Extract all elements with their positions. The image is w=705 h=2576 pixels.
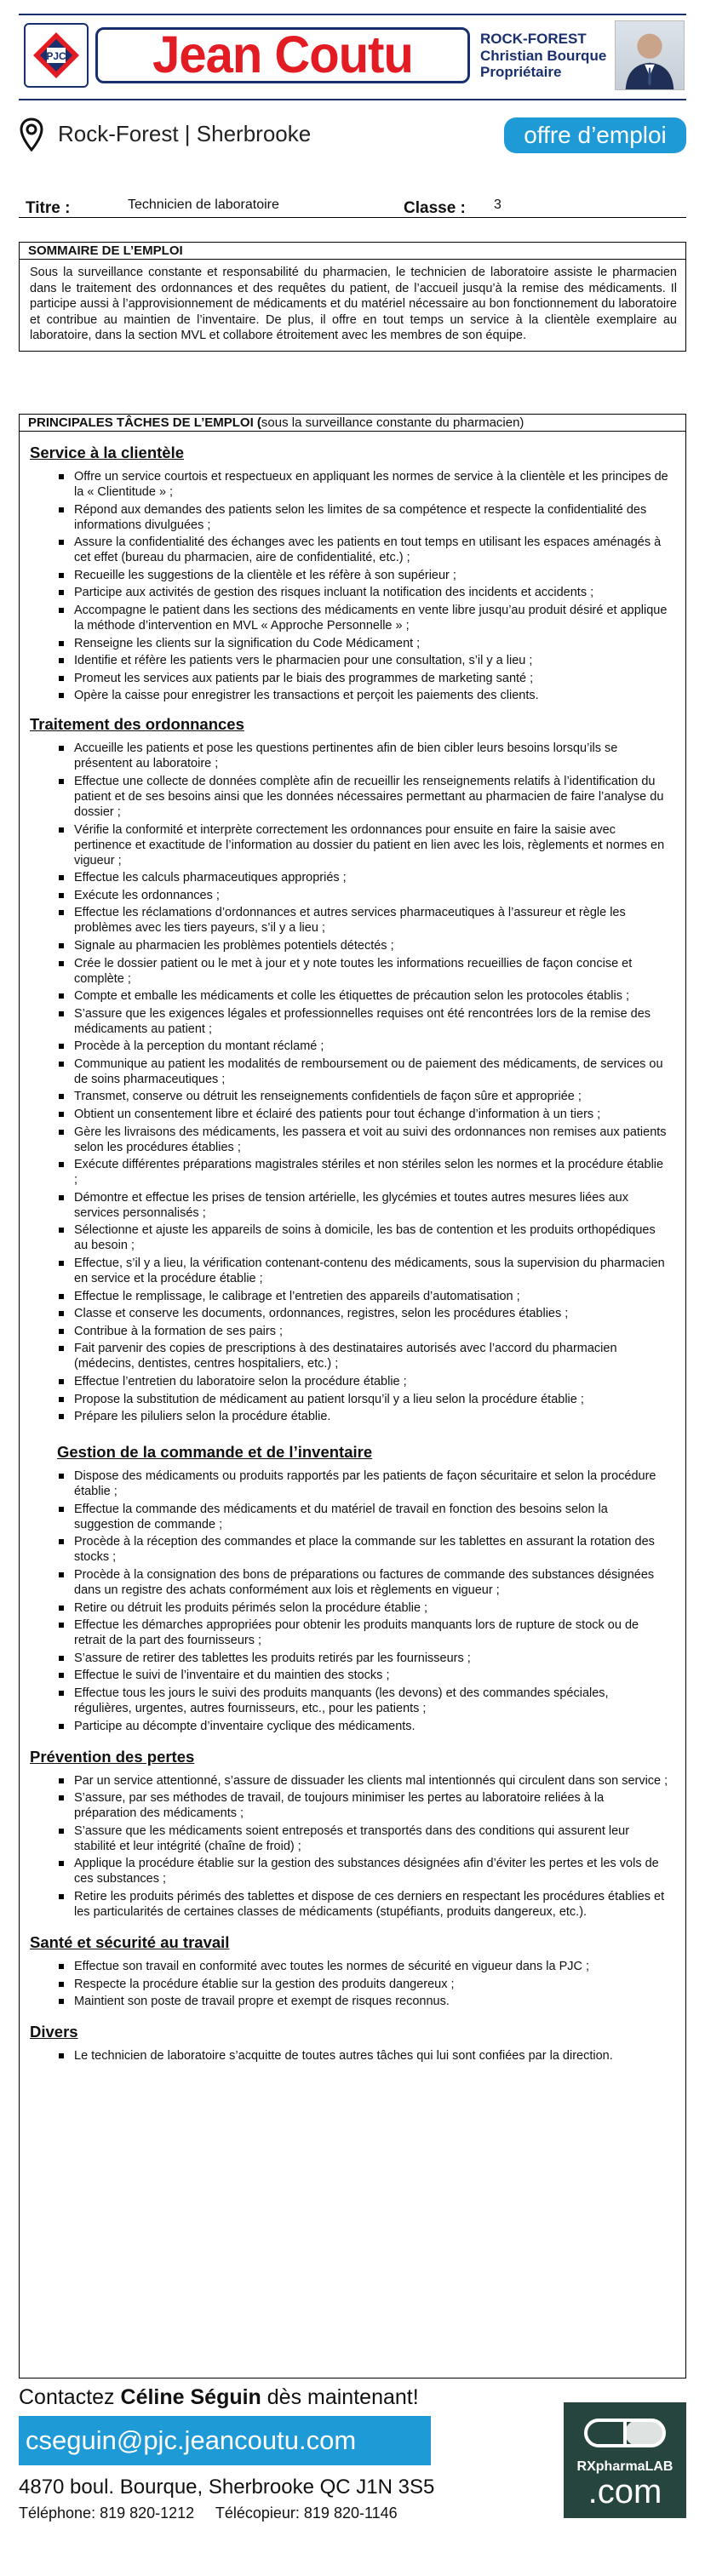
section-title: Prévention des pertes	[30, 1747, 195, 1766]
task-item: Effectue, s’il y a lieu, la vérification contenant-contenu des médicaments, sous la supervision du pharmacien en service et la procédure établie ;	[74, 1256, 668, 1286]
task-item: Effectue les démarches appropriées pour obtenir les produits manquants lors de rupture de stock ou de retrait de la part des fournisseurs ;	[74, 1617, 668, 1648]
task-item: Effectue tous les jours le suivi des produits manquants (les devons) et des commandes spéciales, régulières, urgentes, autres fournisseurs, etc., pour les patients ;	[74, 1686, 668, 1716]
class-label: Classe :	[404, 199, 466, 217]
capsule-icon	[582, 2412, 668, 2454]
summary-heading: SOMMAIRE DE L’EMPLOI	[20, 243, 685, 260]
title-row	[19, 192, 686, 218]
task-item: Vérifie la conformité et interprète correctement les ordonnances pour ensuite en faire la saisie avec pertinence et exactitude de l’information au dossier du patient en lien avec les lois, règlements et normes en vigueur ;	[74, 822, 668, 868]
task-list	[74, 1468, 668, 1733]
class-value: 3	[494, 197, 502, 212]
task-item: Démontre et effectue les prises de tension artérielle, les glycémies et toutes autres mesures liées aux services personnalisés ;	[74, 1190, 668, 1221]
section-title: Service à la clientèle	[30, 444, 185, 461]
task-item: Procède à la consignation des bons de préparations ou factures de commande des substances désignées dans un registre des achats conformément aux lois et règlements en vigueur ;	[74, 1567, 668, 1598]
task-item: Transmet, conserve ou détruit les renseignements confidentiels de façon sûre et appropriée ;	[74, 1089, 668, 1104]
task-item: Maintient son poste de travail propre et exempt de risques reconnus.	[74, 1994, 668, 2009]
store-name: ROCK-FOREST	[480, 31, 587, 47]
email-link[interactable]: cseguin@pjc.jeancoutu.com	[19, 2416, 431, 2465]
task-item: Effectue le remplissage, le calibrage et l’entretien des appareils d’automatisation ;	[74, 1289, 668, 1304]
svg-text:PJC: PJC	[46, 50, 66, 62]
task-item: Par un service attentionné, s’assure de dissuader les clients mal intentionnés qui circulent dans son service ;	[74, 1773, 668, 1788]
task-item: Participe aux activités de gestion des risques incluant la notification des incidents et accidents ;	[74, 585, 668, 600]
task-item: Procède à la réception des commandes et place la commande sur les tablettes en assurant la rotation des stocks ;	[74, 1534, 668, 1565]
summary-text: Sous la surveillance constante et responsabilité du pharmacien, le technicien de laboratoire assiste le pharmacien dans le traitement des ordonnances et des requêtes du patient, de l’accueil jusqu’à la remise des médicaments. Il participe aussi à l’approvisionnement de médicaments et du matériel nécessaire au bon fonctionnement du laboratoire et contribue au maintien de l’inventaire. De plus, il offre en tout temps un service à la clientèle exemplaire au laboratoire, dans la section MVL et collabore étroitement avec les membres de son équipe.	[30, 266, 677, 342]
task-item: Effectue l’entretien du laboratoire selon la procédure établie ;	[74, 1374, 668, 1389]
task-item: Prépare les piluliers selon la procédure établie.	[74, 1409, 668, 1424]
task-item: Respecte la procédure établie sur la gestion des produits dangereux ;	[74, 1977, 668, 1992]
footer	[19, 2385, 686, 2566]
tasks-heading-main: PRINCIPALES TÂCHES DE L’EMPLOI (	[28, 415, 261, 430]
contact-line	[19, 2385, 419, 2410]
task-item: Crée le dossier patient ou le met à jour et y note toutes les informations recueillies de façon concise et complète ;	[74, 956, 668, 987]
tasks-heading-note: sous la surveillance constante du pharmacien)	[261, 415, 524, 430]
rx-domain: .com	[588, 2473, 662, 2510]
pjc-logo	[24, 23, 89, 88]
task-list	[74, 1959, 668, 2009]
task-item: Gère les livraisons des médicaments, les passera et voit au suivi des ordonnances non remises aux patients selon les procédures établies ;	[74, 1125, 668, 1155]
address: 4870 boul. Bourque, Sherbrooke QC J1N 3S5	[19, 2476, 435, 2499]
task-item: S’assure, par ses méthodes de travail, de toujours minimiser les pertes au laboratoire reliées à la préparation des médicaments ;	[74, 1790, 668, 1821]
owner-role: Propriétaire	[480, 64, 562, 80]
phone-numbers: Téléphone: 819 820-1212 Télécopieur: 819 820-1146	[19, 2504, 398, 2522]
section-title: Gestion de la commande et de l’inventaire	[57, 1443, 373, 1462]
task-item: Identifie et réfère les patients vers le pharmacien pour une consultation, s’il y a lieu ;	[74, 653, 668, 668]
task-item: Obtient un consentement libre et éclairé des patients pour tout échange d’information à un tiers ;	[74, 1107, 668, 1122]
task-item: Assure la confidentialité des échanges avec les patients en tout temps en utilisant les espaces aménagés à cet effet (bureau du pharmacien, aire de confidentialité, etc.) ;	[74, 535, 668, 565]
location-bar	[19, 112, 686, 157]
owner-photo	[615, 20, 685, 90]
task-item: Signale au pharmacien les problèmes potentiels détectés ;	[74, 938, 668, 953]
task-item: Renseigne les clients sur la signification du Code Médicament ;	[74, 636, 668, 651]
brand-logo	[95, 27, 470, 83]
summary-section	[19, 242, 686, 352]
task-item: Effectue les calculs pharmaceutiques appropriés ;	[74, 870, 668, 885]
contact-prefix: Contactez	[19, 2385, 121, 2409]
section-title: Traitement des ordonnances	[30, 715, 244, 734]
task-item: Effectue son travail en conformité avec toutes les normes de sécurité en vigueur dans la PJC ;	[74, 1959, 668, 1974]
tasks-section	[19, 414, 686, 2379]
task-item: Retire ou détruit les produits périmés selon la procédure établie ;	[74, 1600, 668, 1616]
task-item: Applique la procédure établie sur la gestion des substances désignées afin d’éviter les pertes et les vols de ces substances ;	[74, 1856, 668, 1886]
task-item: Opère la caisse pour enregistrer les transactions et perçoit les paiements des clients.	[74, 688, 668, 703]
task-item: Retire les produits périmés des tablettes et dispose de ces derniers en respectant les procédures établies et les particularités de certaines classes de médicaments (stupéfiants, produits dangereux, etc.).	[74, 1889, 668, 1920]
task-item: Effectue une collecte de données complète afin de recueillir les renseignements relatifs à l’identification du patient et de ses besoins ainsi que les données nécessaires permettant au pharmacien de faire l’analyse du dossier ;	[74, 774, 668, 820]
task-list	[74, 1773, 668, 1920]
task-item: Effectue la commande des médicaments et du matériel de travail en fonction des besoins selon la suggestion de commande ;	[74, 1502, 668, 1532]
task-list	[74, 469, 668, 703]
task-list	[74, 741, 668, 1424]
location-text: Rock-Forest | Sherbrooke	[58, 121, 312, 146]
brand-name: Jean Coutu	[152, 26, 413, 84]
task-item: Procède à la perception du montant réclamé ;	[74, 1039, 668, 1054]
top-rule	[19, 14, 686, 15]
task-item: S’assure de retirer des tablettes les produits retirés par les fournisseurs ;	[74, 1651, 668, 1666]
task-item: Répond aux demandes des patients selon les limites de sa compétence et respecte la confidentialité des informations divulguées ;	[74, 502, 668, 533]
pjc-logo-icon	[30, 29, 83, 82]
tasks-heading	[20, 415, 685, 432]
title-label: Titre :	[26, 199, 71, 217]
task-item: Classe et conserve les documents, ordonnances, registres, selon les procédures établies ;	[74, 1306, 668, 1321]
header	[19, 17, 686, 94]
person-icon	[616, 21, 684, 89]
task-item: Sélectionne et ajuste les appareils de soins à domicile, les bas de contention et les produits orthopédiques au besoin ;	[74, 1222, 668, 1253]
task-item: Effectue le suivi de l’inventaire et du maintien des stocks ;	[74, 1668, 668, 1683]
title-value: Technicien de laboratoire	[128, 197, 279, 212]
task-item: Propose la substitution de médicament au patient lorsqu’il y a lieu selon la procédure établie ;	[74, 1392, 668, 1407]
task-sections	[20, 444, 685, 2064]
map-pin-icon	[19, 117, 44, 152]
header-rule	[19, 99, 686, 100]
task-item: Le technicien de laboratoire s’acquitte de toutes autres tâches qui lui sont confiées par la direction.	[74, 2048, 668, 2064]
contact-suffix: dès maintenant!	[261, 2385, 419, 2409]
contact-name: Céline Séguin	[120, 2385, 261, 2409]
task-item: Exécute les ordonnances ;	[74, 888, 668, 903]
rxpharmalab-logo	[564, 2402, 686, 2518]
task-item: Compte et emballe les médicaments et colle les étiquettes de précaution selon les protocoles établis ;	[74, 988, 668, 1004]
task-item: Accompagne le patient dans les sections des médicaments en vente libre jusqu’au produit désiré et applique la méthode d’intervention en MVL « Approche Personnelle » ;	[74, 603, 668, 633]
task-item: Offre un service courtois et respectueux en appliquant les normes de service à la clientèle et les principes de la « Clientitude » ;	[74, 470, 668, 499]
task-item: Effectue les réclamations d’ordonnances et autres services pharmaceutiques à l’assureur et règle les problèmes avec les tiers payeurs, s’il y a lieu ;	[74, 905, 668, 936]
owner-name: Christian Bourque	[480, 48, 607, 64]
task-item: Dispose des médicaments ou produits rapportés par les patients de façon sécuritaire et selon la procédure établie ;	[74, 1468, 668, 1499]
job-offer-badge: offre d’emploi	[504, 117, 686, 153]
task-item: Fait parvenir des copies de prescriptions à des destinataires autorisés avec l’accord du pharmacien (médecins, dentistes, centres hospitaliers, etc.) ;	[74, 1341, 668, 1371]
task-item: S’assure que les médicaments soient entreposés et transportés dans des conditions qui assurent leur stabilité et leur intégrité (chaîne de froid) ;	[74, 1823, 668, 1854]
store-info	[480, 31, 606, 80]
task-item: Exécute différentes préparations magistrales stériles et non stériles selon les normes et la procédure établie ;	[74, 1157, 668, 1188]
task-item: Participe au décompte d’inventaire cyclique des médicaments.	[74, 1719, 668, 1734]
section-title: Divers	[30, 2023, 78, 2041]
section-title: Santé et sécurité au travail	[30, 1932, 230, 1951]
task-list	[74, 2048, 668, 2064]
task-item: Recueille les suggestions de la clientèle et les réfère à son supérieur ;	[74, 568, 668, 583]
rx-brand: RXpharmaLAB	[576, 2459, 673, 2474]
task-item: Communique au patient les modalités de remboursement ou de paiement des médicaments, de services ou de soins pharmaceutiques ;	[74, 1056, 668, 1087]
task-item: Promeut les services aux patients par le biais des programmes de marketing santé ;	[74, 671, 668, 686]
task-item: S’assure que les exigences légales et professionnelles requises ont été rencontrées lors de la remise des médicaments au patient ;	[74, 1006, 668, 1037]
task-item: Accueille les patients et pose les questions pertinentes afin de bien cibler leurs besoins lorsqu’ils se présentent au laboratoire ;	[74, 741, 668, 771]
task-item: Contribue à la formation de ses pairs ;	[74, 1324, 668, 1339]
